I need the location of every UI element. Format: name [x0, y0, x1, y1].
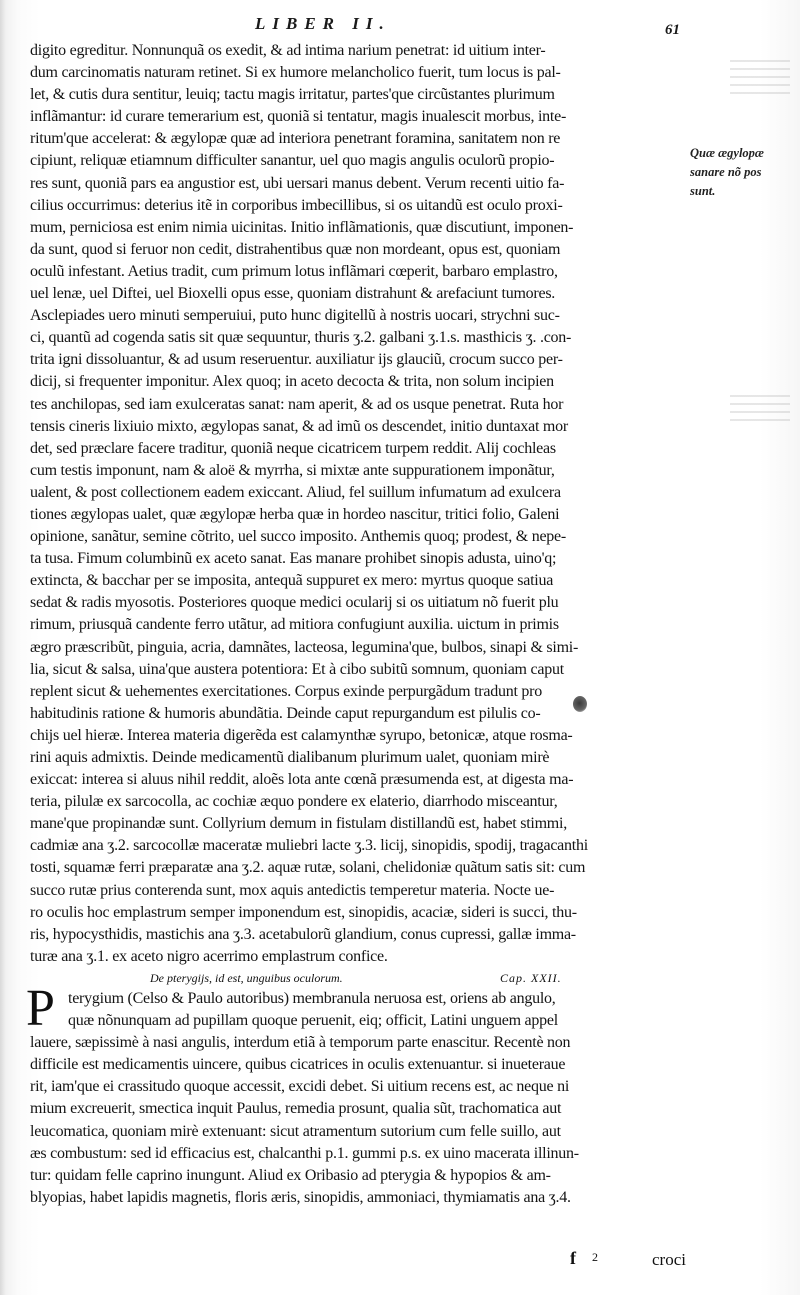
- text-line: let, & cutis dura sentitur, leuiq; tactu magis irritatur, partes'que circũstantes plurimum: [30, 86, 555, 104]
- text-line: blyopias, habet lapidis magnetis, floris æris, sinopidis, ammoniaci, thymiamatis ana ʒ.4.: [30, 1188, 571, 1206]
- text-line: oculũ infestant. Aetius tradit, cum primum lotus inflãmari cœperit, barbaro emplastro,: [30, 262, 558, 280]
- margin-note-line: Quæ ægylopæ: [690, 146, 764, 160]
- text-line: mium excreuerit, smectica inquit Paulus, remedia prosunt, qualia sũt, trachomatica aut: [30, 1100, 562, 1118]
- bleed-through-text: [730, 395, 790, 425]
- paragraph-1: [30, 40, 688, 968]
- chapter-number: Cap. XXII.: [500, 970, 562, 985]
- text-line: tosti, squamæ ferri præparatæ ana ʒ.2. aquæ rutæ, solani, chelidoniæ quãtum satis sit: cum: [30, 859, 586, 877]
- margin-note-line: sunt.: [690, 184, 716, 198]
- text-line: terygium (Celso & Paulo autoribus) membranula neruosa est, oriens ab angulo,: [68, 989, 556, 1007]
- text-line: opinione, sanãtur, semine cõtrito, uel succo imposito. Anthemis quoq; prodest, & nepe-: [30, 528, 566, 546]
- running-head: [0, 10, 800, 38]
- text-line: inflãmantur: id curare temerarium est, quoniã si tentatur, magis inualescit morbus, inte-: [30, 108, 567, 126]
- section-heading: [30, 968, 688, 988]
- paragraph-2: [26, 979, 688, 1209]
- text-line: tes anchilopas, sed iam exulceratas sanat: nam aperit, & ad os usque penetrat. Ruta hor: [30, 395, 564, 413]
- text-line: rini aquis admixtis. Deinde medicamentũ dialibanum plurimum ualet, quoniam mirè: [30, 749, 550, 766]
- text-line: da sunt, quod si feruor non cedit, distrahentibus quæ non mordeant, opus est, quoniam: [30, 240, 561, 258]
- text-line: teria, pilulæ ex sarcocolla, ac cochiæ æquo pondere ex elaterio, diarrhodo misceantur,: [30, 793, 558, 811]
- text-line: tur: quidam felle caprino inungunt. Aliud ex Oribasio ad pterygia & hypopios & am-: [30, 1166, 551, 1184]
- text-line: cipiunt, reliquæ etiamnum difficulter sanantur, uel quo magis angulis oculorũ propio-: [30, 152, 555, 170]
- text-line: quæ nõnunquam ad pupillam quoque peruenit, eiq; officit, Latini unguem appel: [68, 1012, 558, 1030]
- text-line: dum carcinomatis naturam retinet. Si ex humore melancholico fuerit, tum locus is pal-: [30, 64, 561, 82]
- page-footer: [560, 1248, 760, 1278]
- folio-number: 61: [665, 22, 680, 38]
- text-line: ritum'que accelerat: & ægylopæ quæ ad interiora penetrant foramina, sanitatem non re: [30, 130, 561, 148]
- text-line: lia, sicut & salsa, uina'que austera potentiora: Et à cibo subitũ somnum, quoniam caput: [30, 660, 564, 678]
- text-line: trita igni dissoluantur, & ad usum reseruentur. auxiliatur ijs glauciũ, crocum succo per-: [30, 351, 563, 369]
- text-line: extincta, & bacchar per se imposita, antequã suppuret ex mero: myrtus quoque satiua: [30, 572, 554, 590]
- text-line: det, sed præclare facere traditur, quoniã neque cicatricem turpem reddit. Alij cochleas: [30, 439, 556, 457]
- text-line: leucomatica, quoniam mirè extenuant: sicut atramentum sutorium cum felle suillo, aut: [30, 1122, 561, 1140]
- text-line: ualent, & post collectionem eadem exiccant. Aliud, fel suillum infumatum ad exulcera: [30, 483, 561, 501]
- margin-note: [690, 144, 790, 201]
- text-line: ris, hypocysthidis, mastichis ana ʒ.3. acetabulorũ glandium, conus cupressi, gallæ imma-: [30, 925, 576, 943]
- signature-number: 2: [592, 1250, 598, 1264]
- text-line: ci, quantũ ad cogenda satis sit quæ sequuntur, thuris ʒ.2. galbani ʒ.1.s. masthicis ʒ. .con-: [30, 329, 572, 347]
- ink-blot: [573, 696, 587, 712]
- margin-note-line: sanare nõ pos: [690, 165, 762, 179]
- text-line: sedat & radis myosotis. Posteriores quoque medici ocularij si os uitiatum nõ fuerit plu: [30, 594, 559, 612]
- text-line: ta tusa. Fimum columbinũ ex aceto sanat. Eas manare prohibet sinopis adusta, uino'q;: [30, 550, 557, 568]
- text-line: lauere, sæpissimè à nasi angulis, interdum etiã à temporum parte enascitur. Recentè non: [30, 1034, 571, 1052]
- text-line: cadmiæ ana ʒ.2. sarcocollæ maceratæ muliebri lacte ʒ.3. licij, sinopidis, spodij, tragacanthi: [30, 837, 588, 855]
- text-line: Asclepiades uero minuti semperuiui, puto hunc digitellũ à nostris uocari, strychni suc-: [30, 307, 560, 325]
- text-line: cilius occurrimus: deterius itẽ in corporibus imbecillibus, si os uitandũ est oculo proxi-: [30, 196, 563, 214]
- paragraph-2-lines: [30, 988, 688, 1209]
- main-text-block: [26, 40, 688, 1209]
- bleed-through-text: [730, 60, 790, 100]
- text-line: mane'que propinandæ sunt. Collyrium demum in fistulam distillandũ est, habet stimmi,: [30, 815, 567, 833]
- text-line: digito egreditur. Nonnunquã os exedit, & ad intima narium penetrat: id uitium inter-: [30, 42, 546, 59]
- text-line: uel lenæ, uel Diftei, uel Bioxelli opus esse, quoniam distrahunt & arefaciunt tumores.: [30, 285, 556, 303]
- text-line: rimum, priusquã candente ferro utãtur, ad mitiora confugiunt auxilia. uictum in primis: [30, 616, 559, 634]
- drop-capital: P: [26, 979, 55, 1037]
- text-line: turæ ana ʒ.1. ex aceto nigro acerrimo emplastrum confice.: [30, 947, 388, 965]
- text-line: æs combustum: sed id efficacius est, chalcanthi p.1. gummi p.s. ex uino macerata illinun-: [30, 1144, 579, 1162]
- text-line: tiones ægylopas ualet, quæ ægylopæ herba quæ in hordeo nascitur, tritici folio, Galeni: [30, 505, 560, 523]
- text-line: difficile est medicamentis uincere, quibus cicatrices in oculis extenuantur. si inueteraue: [30, 1056, 566, 1074]
- text-line: ro oculis hoc emplastrum semper imponendum est, sinopidis, acaciæ, sideri is succi, thu-: [30, 903, 577, 921]
- text-line: exiccat: interea si aluus nihil reddit, aloẽs lota ante cœnã præsumenda est, at digesta ma-: [30, 771, 574, 789]
- section-title: De pterygijs, id est, unguibus oculorum.: [150, 970, 343, 985]
- text-line: replent sicut & uehementes exercitationes. Corpus exinde perpurgãdum tradunt pro: [30, 682, 542, 700]
- catchword: croci: [652, 1250, 686, 1269]
- text-line: chijs uel hieræ. Interea materia digerẽda est calamynthæ syrupo, betonicæ, atque rosma-: [30, 726, 573, 744]
- signature-mark: f: [570, 1248, 576, 1268]
- text-line: tensis cineris lixiuio mixto, ægylopas sanat, & ad imũ os descendet, initio duntaxat mor: [30, 417, 568, 435]
- text-line: mum, perniciosa est enim nimia uicinitas. Initio inflãmationis, quæ discutiunt, imponen-: [30, 218, 574, 236]
- text-line: dicij, si frequenter imponitur. Alex quoq; in aceto decocta & trita, non solum incipien: [30, 373, 554, 391]
- text-line: rit, iam'que ei crassitudo quoque accessit, excidi debet. Si uitium recens est, ac neque ni: [30, 1078, 570, 1096]
- text-line: habitudinis ratione & humoris abundãtia. Deinde caput repurgandum est pilulis co-: [30, 704, 541, 722]
- running-title: LIBER II.: [255, 14, 391, 33]
- text-line: res sunt, quoniã pars ea angustior est, ubi uersari manus debent. Verum recenti uitio fa-: [30, 174, 565, 192]
- text-line: cum testis imponunt, nam & aloë & myrrha, si mixtæ ante suppurationem imponãtur,: [30, 461, 555, 479]
- text-line: succo rutæ prius conterenda sunt, mox aquis antedictis temperetur materia. Nocte ue-: [30, 881, 555, 899]
- text-line: ægro præscribũt, pinguia, acria, damnãtes, lacteosa, legumina'que, bulbos, sinapi & simi-: [30, 638, 579, 656]
